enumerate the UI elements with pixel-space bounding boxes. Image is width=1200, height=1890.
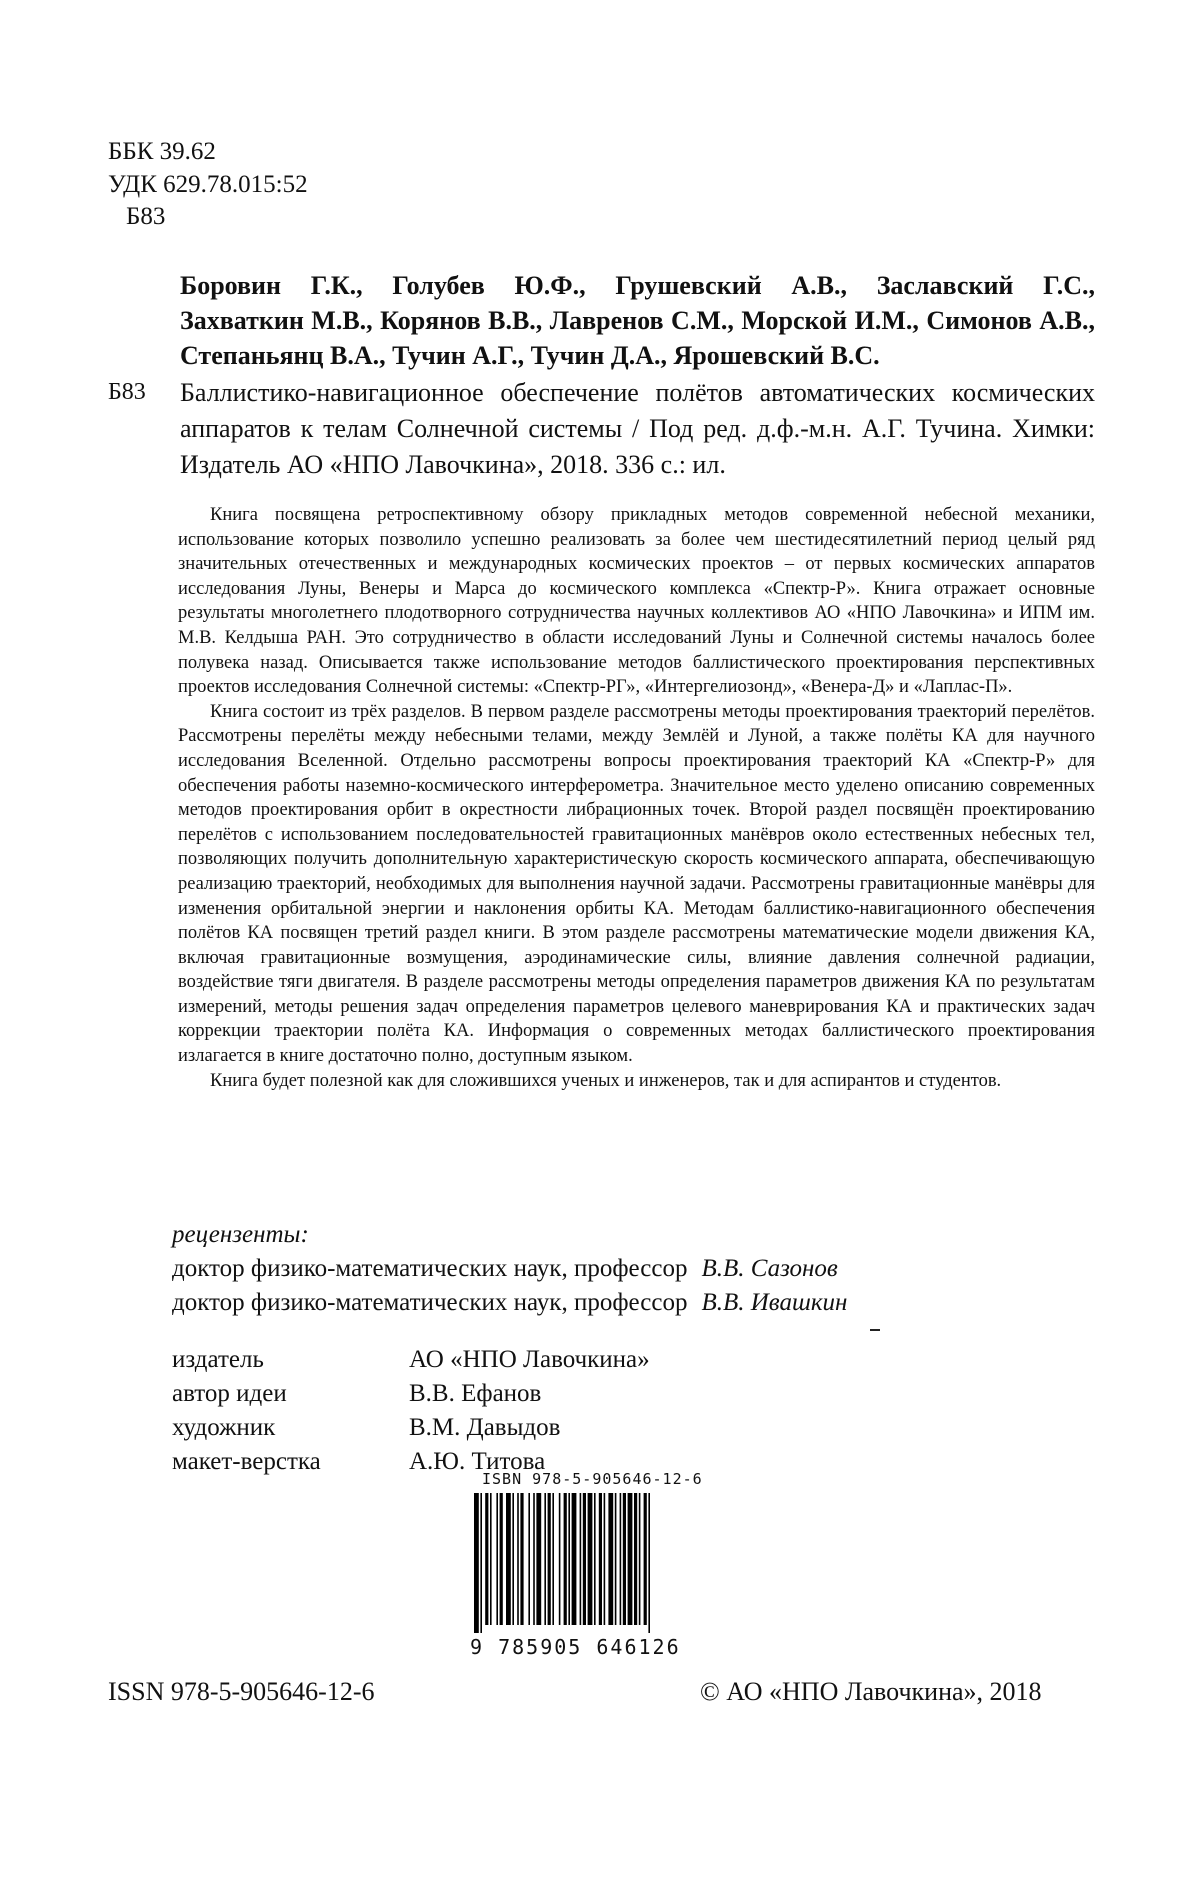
- credit-value: АО «НПО Лавочкина»: [409, 1343, 650, 1377]
- barcode-bar: [583, 1493, 586, 1625]
- reviewer-name: В.В. Ивашкин: [701, 1289, 847, 1316]
- barcode-bar: [528, 1493, 530, 1625]
- author-mark: Б83: [108, 201, 308, 234]
- stray-mark: [870, 1329, 880, 1331]
- credit-row: [172, 1411, 650, 1445]
- footer-issn: ISSN 978-5-905646-12-6: [108, 1677, 375, 1707]
- abstract-paragraph: Книга состоит из трёх разделов. В первом разделе рассмотрены методы проектирования траекторий перелётов. Рассмотрены перелёты между небесными телами, между Землёй и Луной, а также полёты КА для научного исследования Вселенной. Отдельно рассмотрены вопросы проектирования траекторий КА «Спектр-Р» для обеспечения работы наземно-космического интерферометра. Значительное место уделено описанию современных методов проектирования орбит в окрестности либрационных точек. Второй раздел посвящён проектированию перелётов с использованием последовательностей гравитационных манёвров около естественных небесных тел, позволяющих получить дополнительную характеристическую скорость космического аппарата, обеспечивающую реализацию траекторий, необходимых для выполнения научной задачи. Рассмотрены гравитационные манёвры для изменения орбитальной энергии и наклонения орбиты КА. Методам баллистико-навигационного обеспечения полётов КА посвящен третий раздел книги. В этом разделе рассмотрены математические модели движения КА, включая гравитационные возмущения, аэродинамические силы, влияние давления солнечной радиации, воздействие тяги двигателя. В разделе рассмотрены методы определения параметров движения КА по результатам измерений, методы решения задач определения параметров целевого маневрирования КА и практических задач коррекции траектории полёта КА. Информация о современных методах баллистического проектирования излагается в книге достаточно полно, доступным языком.: [178, 700, 1095, 1069]
- credit-row: [172, 1377, 650, 1411]
- barcode-bar: [559, 1493, 561, 1625]
- barcode-bar: [474, 1493, 479, 1633]
- reviewer-title: доктор физико-математических наук, профессор: [172, 1255, 687, 1282]
- barcode-bar: [608, 1493, 613, 1625]
- barcode-bar: [536, 1493, 541, 1625]
- barcode-bar: [634, 1493, 637, 1625]
- bib-line: Баллистико-навигационное обеспечение полётов автоматических космических: [180, 375, 1095, 411]
- barcode-bar: [506, 1493, 511, 1625]
- credit-row: [172, 1343, 650, 1377]
- classification-block: [108, 136, 308, 234]
- reviewer-row: [172, 1286, 847, 1320]
- credits-block: [172, 1343, 650, 1479]
- bibliographic-description: [180, 375, 1095, 483]
- barcode-digits: 9 785905 646126: [470, 1635, 681, 1659]
- barcode-bar: [628, 1493, 633, 1625]
- bib-line: аппаратов к телам Солнечной системы / Под ред. д.ф.-м.н. А.Г. Тучина. Химки:: [180, 411, 1095, 447]
- barcode-bar: [548, 1493, 551, 1625]
- barcode-bar: [580, 1493, 582, 1625]
- barcode-bar: [615, 1493, 617, 1625]
- credit-value: В.М. Давыдов: [409, 1411, 560, 1445]
- barcode-bar: [512, 1493, 514, 1625]
- barcode-bar: [599, 1493, 602, 1625]
- barcode-bar: [623, 1493, 626, 1625]
- credit-role: художник: [172, 1411, 409, 1445]
- abstract-paragraph: Книга посвящена ретроспективному обзору прикладных методов современной небесной механики, использование которых позволило успешно реализовать за более чем шестидесятилетний период целый ряд значительных отечественных и международных космических проектов – от первых космических аппаратов исследования Луны, Венеры и Марса до космического комплекса «Спектр-Р». Книга отражает основные результаты многолетнего плодотворного сотрудничества научных коллективов АО «НПО Лавочкина» и ИПМ им. М.В. Келдыша РАН. Это сотрудничество в области исследований Луны и Солнечной системы началось более полувека назад. Описывается также использование методов баллистического проектирования перспективных проектов исследования Солнечной системы: «Спектр-РГ», «Интергелиозонд», «Венера-Д» и «Лаплас-П».: [178, 503, 1095, 700]
- barcode-bar: [490, 1493, 492, 1625]
- barcode-bar: [517, 1493, 519, 1625]
- bbk-code: ББК 39.62: [108, 136, 308, 169]
- udk-code: УДК 629.78.015:52: [108, 169, 308, 202]
- bib-line: Издатель АО «НПО Лавочкина», 2018. 336 с.: ил.: [180, 447, 1095, 483]
- barcode-bar: [604, 1493, 606, 1625]
- abstract-paragraph: Книга будет полезной как для сложившихся ученых и инженеров, так и для аспирантов и студентов.: [178, 1069, 1095, 1094]
- barcode-bar: [485, 1493, 488, 1625]
- footer-copyright: © АО «НПО Лавочкина», 2018: [700, 1677, 1042, 1707]
- reviewers-label: рецензенты:: [172, 1218, 847, 1252]
- credit-value: А.Ю. Титова: [409, 1445, 545, 1479]
- barcode-bar: [564, 1493, 567, 1625]
- barcode-bar: [572, 1493, 577, 1625]
- reviewer-name: В.В. Сазонов: [701, 1255, 837, 1282]
- credit-role: автор идеи: [172, 1377, 409, 1411]
- abstract: [178, 503, 1095, 1093]
- barcode-bar: [594, 1493, 596, 1625]
- barcode-bar: [533, 1493, 535, 1625]
- barcode-bar: [639, 1493, 641, 1625]
- barcode-bar: [588, 1493, 593, 1625]
- barcode-bar: [644, 1493, 647, 1625]
- credit-role: издатель: [172, 1343, 409, 1377]
- authors-list: [180, 268, 1095, 373]
- credit-role: макет-верстка: [172, 1445, 409, 1479]
- barcode-bar: [620, 1493, 622, 1625]
- barcode-bar: [480, 1493, 482, 1633]
- barcode-isbn-label: ISBN 978-5-905646-12-6: [482, 1470, 703, 1488]
- credit-value: В.В. Ефанов: [409, 1377, 541, 1411]
- authors-line: Захваткин М.В., Корянов В.В., Лавренов С.М., Морской И.М., Симонов А.В.,: [180, 303, 1095, 338]
- authors-line: Боровин Г.К., Голубев Ю.Ф., Грушевский А.В., Заславский Г.С.,: [180, 268, 1095, 303]
- barcode-bar: [520, 1493, 523, 1625]
- isbn-barcode: [470, 1493, 700, 1633]
- authors-line: Степаньянц В.А., Тучин А.Г., Тучин Д.А., Ярошевский В.С.: [180, 338, 1095, 373]
- barcode-bar: [496, 1493, 498, 1625]
- barcode-bar: [568, 1493, 570, 1625]
- barcode-bar: [648, 1493, 650, 1633]
- barcode-bar: [552, 1493, 554, 1625]
- barcode-bar: [544, 1493, 546, 1625]
- reviewers-block: [172, 1218, 847, 1320]
- barcode-bar: [500, 1493, 503, 1625]
- reviewer-title: доктор физико-математических наук, профессор: [172, 1289, 687, 1316]
- reviewer-row: [172, 1252, 847, 1286]
- bibliography-side-code: Б83: [108, 379, 146, 406]
